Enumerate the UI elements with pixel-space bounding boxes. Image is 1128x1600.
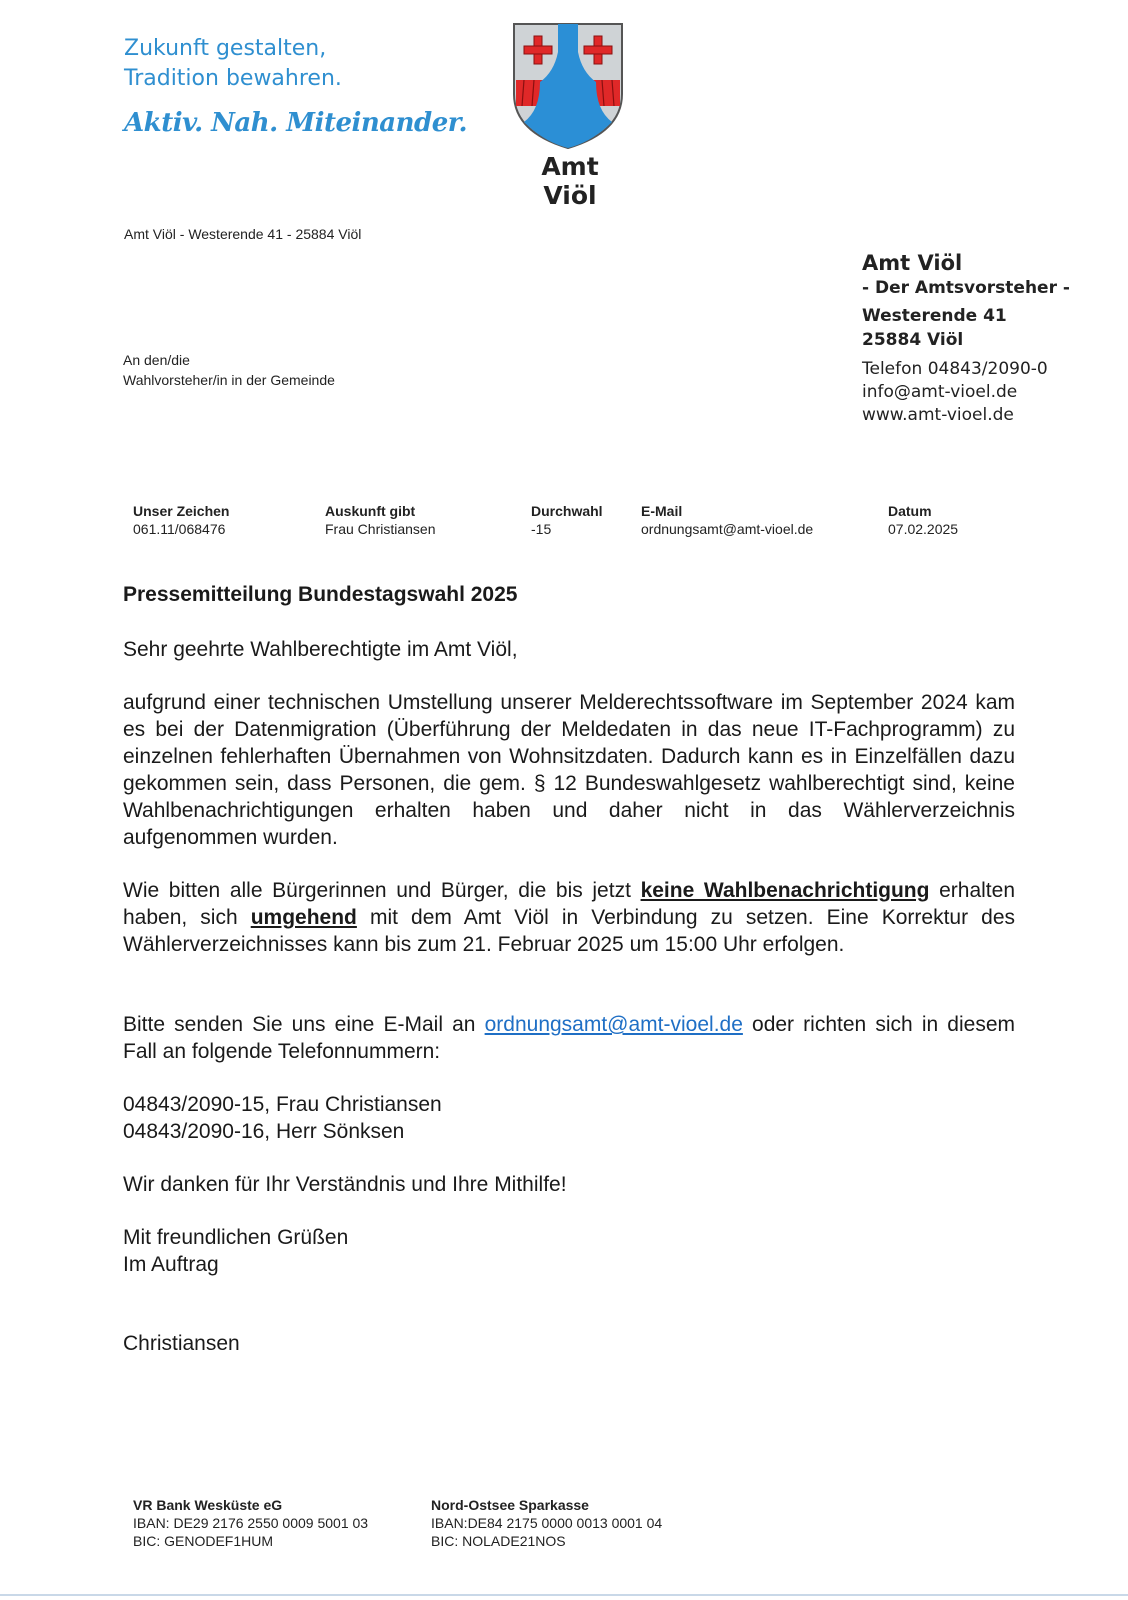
sender-contact-block	[862, 250, 1070, 427]
paragraph-3-text-a: Bitte senden Sie uns eine E-Mail an	[123, 1013, 485, 1036]
sender-street: Westerende 41	[862, 306, 1007, 326]
bank-1-name: VR Bank Wesküste eG	[133, 1497, 283, 1513]
slogan	[124, 34, 342, 94]
salutation: Sehr geehrte Wahlberechtigte im Amt Viöl,	[123, 638, 518, 661]
email-link[interactable]: ordnungsamt@amt-vioel.de	[484, 1013, 743, 1036]
ref-auskunft-value: Frau Christiansen	[325, 521, 436, 537]
thanks-line: Wir danken für Ihr Verständnis und Ihre Mithilfe!	[123, 1173, 567, 1196]
sender-website: www.amt-vioel.de	[862, 405, 1014, 425]
recipient-address	[123, 350, 335, 390]
sender-return-line: Amt Viöl - Westerende 41 - 25884 Viöl	[124, 226, 362, 242]
paragraph-1: aufgrund einer technischen Umstellung unserer Melderechtssoftware im September 2024 kam es bei der Datenmigration (Überführung der Meldedaten in das neue IT-Fachprogramm) zu einzelnen fehlerhaften Übernahmen von Wohnsitzdaten. Dadurch kann es in Einzelfällen dazu gekommen sein, dass Personen, die gem. § 12 Bundeswahlgesetz wahlberechtigt sind, keine Wahlbenachrichtigungen erhalten haben und daher nicht in das Wählerverzeichnis aufgenommen wurden.	[123, 691, 1015, 849]
emphasis-immediately: umgehend	[250, 906, 357, 929]
paragraph-2-text-a: Wie bitten alle Bürgerinnen und Bürger, die bis jetzt	[123, 879, 641, 902]
closing-line-2: Im Auftrag	[123, 1253, 219, 1276]
paragraph-3-text-b: oder richten sich in diesem Fall an folgende Telefonnummern:	[123, 1013, 1015, 1063]
signature: Christiansen	[123, 1332, 240, 1355]
slogan-line-1: Zukunft gestalten,	[124, 36, 327, 61]
ref-durchwahl-value: -15	[531, 521, 552, 537]
bank-1-iban: IBAN: DE29 2176 2550 0009 5001 03	[133, 1515, 369, 1531]
ref-datum	[888, 502, 958, 538]
sender-phone: Telefon 04843/2090-0	[862, 359, 1048, 379]
crest-icon	[512, 22, 624, 150]
bank-1-bic: BIC: GENODEF1HUM	[133, 1533, 274, 1549]
paragraph-3	[123, 1011, 1015, 1065]
slogan-line-2: Tradition bewahren.	[124, 66, 342, 91]
paragraph-2	[123, 877, 1015, 958]
phone-entry-2: 04843/2090-16, Herr Sönksen	[123, 1120, 405, 1143]
sender-email: info@amt-vioel.de	[862, 382, 1018, 402]
ref-datum-label: Datum	[888, 503, 932, 519]
bank-1	[133, 1496, 368, 1550]
phone-list	[123, 1091, 1015, 1145]
slogan-script: Aktiv. Nah. Miteinander.	[124, 108, 468, 138]
ref-auskunft	[325, 502, 436, 538]
recipient-line-1: An den/die	[123, 352, 190, 368]
closing-line-1: Mit freundlichen Grüßen	[123, 1226, 349, 1249]
phone-entry-1: 04843/2090-15, Frau Christiansen	[123, 1093, 442, 1116]
paragraph-2-text-b: erhalten haben, sich	[123, 879, 1016, 929]
sender-org: Amt Viöl	[862, 251, 963, 275]
sender-role: - Der Amtsvorsteher -	[862, 278, 1070, 298]
ref-email-label: E-Mail	[641, 503, 683, 519]
logo-name: Amt Viöl	[541, 152, 599, 210]
closing	[123, 1224, 1015, 1278]
recipient-line-2: Wahlvorsteher/in in der Gemeinde	[123, 372, 335, 388]
ref-auskunft-label: Auskunft gibt	[325, 503, 416, 519]
ref-email	[641, 502, 813, 538]
ref-zeichen-value: 061.11/068476	[133, 521, 226, 537]
paragraph-2-text-c: mit dem Amt Viöl in Verbindung zu setzen. Eine Korrektur des Wählerverzeichnisses kann bis zum 21. Februar 2025 um 15:00 Uhr erfolgen.	[123, 906, 1016, 956]
bank-2-name: Nord-Ostsee Sparkasse	[431, 1497, 589, 1513]
ref-durchwahl	[531, 502, 603, 538]
emphasis-no-notification: keine Wahlbenachrichtigung	[640, 879, 930, 902]
ref-durchwahl-label: Durchwahl	[531, 503, 603, 519]
bank-2	[431, 1496, 662, 1550]
ref-datum-value: 07.02.2025	[888, 521, 959, 537]
ref-email-value: ordnungsamt@amt-vioel.de	[641, 521, 814, 537]
ref-zeichen-label: Unser Zeichen	[133, 503, 230, 519]
letter-subject: Pressemitteilung Bundestagswahl 2025	[123, 583, 518, 606]
bank-2-bic: BIC: NOLADE21NOS	[431, 1533, 566, 1549]
sender-city: 25884 Viöl	[862, 330, 964, 350]
bottom-divider	[0, 1594, 1128, 1596]
bank-2-iban: IBAN:DE84 2175 0000 0013 0001 04	[431, 1515, 663, 1531]
ref-unser-zeichen	[133, 502, 229, 538]
